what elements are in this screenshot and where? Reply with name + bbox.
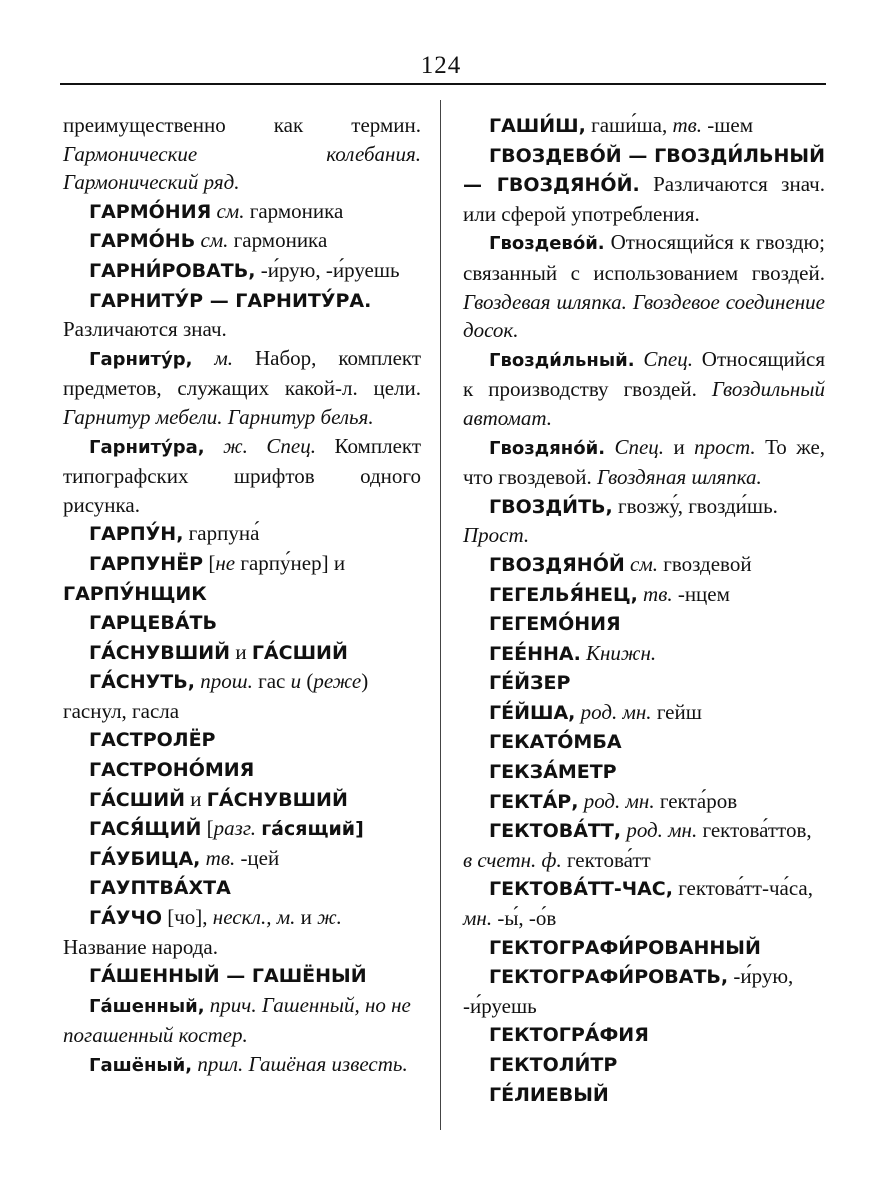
- dictionary-entry: [463, 609, 825, 639]
- word-forms: -шем: [707, 113, 754, 137]
- headword: ГЕЕ́ННА.: [489, 642, 581, 665]
- headword: ГА́СШИЙ: [89, 788, 186, 811]
- dictionary-subentry: [63, 432, 421, 520]
- grammar-mark: ж.: [317, 905, 342, 930]
- dictionary-entry: [463, 874, 825, 932]
- grammar-mark: в счетн. ф.: [463, 847, 562, 872]
- subentry-word: Га́шенный,: [89, 995, 205, 1017]
- dictionary-entry: [63, 755, 421, 785]
- dictionary-entry: [463, 962, 825, 1020]
- dictionary-entry: [463, 111, 825, 141]
- headword: ГВОЗДЕВО́Й — ГВОЗДИ́ЛЬНЫЙ — ГВОЗДЯНО́Й.: [463, 144, 825, 197]
- usage-note: Различаются знач.: [63, 317, 227, 342]
- example-text: прич. Гашенный, но не погашенный костер.: [63, 992, 411, 1048]
- cross-reference: гармоника: [233, 228, 328, 253]
- headword: ГЕКТА́Р,: [489, 790, 579, 813]
- usage-mark: разг.: [213, 816, 256, 841]
- subentry-word: Гвоздево́й.: [489, 233, 605, 255]
- definition-text: То же, что гвоздевой.: [463, 434, 826, 490]
- word-forms: гектова́ттов,: [702, 818, 812, 843]
- right-column: [463, 111, 825, 1109]
- headword: ГАСТРОНО́МИЯ: [89, 759, 255, 782]
- dictionary-subentry: [463, 345, 825, 433]
- usage-note: Различаются знач. или сферой употребления.: [463, 172, 825, 226]
- word-forms: гвозжу́, гвозди́шь.: [617, 493, 778, 518]
- dictionary-entry: [463, 933, 825, 963]
- cross-reference: гвоздевой: [663, 551, 752, 576]
- header-rule: [60, 83, 826, 85]
- headword: ГАСЯ́ЩИЙ: [89, 818, 202, 841]
- word-forms: гектова́тт-ча́са,: [678, 876, 813, 901]
- dictionary-entry: [463, 787, 825, 817]
- usage-mark: Спец.: [643, 346, 693, 371]
- grammar-mark: мн.: [463, 906, 493, 931]
- word-forms: гаши́ша,: [591, 113, 668, 137]
- column-divider: [440, 100, 441, 1130]
- left-column: [63, 111, 421, 1081]
- grammar-mark: род. мн.: [580, 699, 652, 724]
- example-text: Гвоздильный автомат.: [463, 377, 825, 430]
- headword: ГЕКТОГРАФИ́РОВАТЬ,: [489, 966, 729, 989]
- dictionary-entry: [63, 638, 421, 668]
- usage-mark: Книжн.: [586, 640, 657, 665]
- dictionary-entry: [63, 844, 421, 874]
- word-forms: -нцем: [677, 581, 730, 606]
- headword: ГАРНИ́РОВАТЬ,: [89, 259, 256, 282]
- headword: ГАРНИТУ́Р — ГАРНИТУ́РА.: [89, 289, 372, 312]
- pronunciation-note: [чо],: [167, 905, 208, 930]
- cross-reference: гармоника: [249, 198, 344, 223]
- definition-text: Название народа.: [63, 934, 218, 959]
- word-forms: -и́рую, -и́руешь: [463, 964, 794, 1018]
- headword: ГЕКЗА́МЕТР: [489, 761, 617, 784]
- grammar-mark: тв.: [672, 113, 702, 137]
- conjunction: и: [673, 434, 685, 459]
- grammar-mark: ж. Спец.: [223, 433, 316, 458]
- definition-text: Относящийся к производству гвоздей.: [463, 346, 825, 402]
- example-text: прил. Гашёная известь.: [197, 1052, 408, 1076]
- grammar-mark: м.: [214, 345, 234, 370]
- bracket: [: [206, 816, 214, 841]
- usage-mark: прост.: [694, 434, 756, 459]
- dictionary-entry: [463, 141, 825, 229]
- headword: ГА́УЧО: [89, 907, 162, 930]
- headword: ГЕКТОГРАФИ́РОВАННЫЙ: [489, 936, 761, 959]
- word-forms: -и́рую, -и́руешь: [260, 257, 400, 282]
- headword: ГАШИ́Ш,: [489, 115, 586, 137]
- dictionary-entry: [63, 785, 421, 815]
- dictionary-entry: [63, 226, 421, 256]
- example-text: Гарнитур мебели. Гарнитур белья.: [63, 404, 374, 429]
- entry-continuation: [63, 111, 421, 197]
- definition-text: Относящийся к гвоздю; связанный с использованием гвоздей.: [463, 230, 825, 285]
- grammar-mark: тв.: [643, 581, 673, 606]
- example-text: Гвоздевая шляпка. Гвоздевое соединение досок.: [463, 289, 825, 343]
- dictionary-entry: [63, 519, 421, 549]
- definition-text: Набор, комплект предметов, служащих какой-л. цели.: [63, 345, 422, 401]
- headword: ГАРЦЕВА́ТЬ: [89, 612, 217, 635]
- dictionary-entry: [63, 903, 421, 961]
- dictionary-entry: [463, 757, 825, 787]
- subentry-word: Гарниту́ра,: [89, 436, 205, 458]
- subentry-word: Гвоздяно́й.: [489, 437, 606, 459]
- headword: ГА́СНУВШИЙ: [89, 641, 231, 664]
- word-forms: ) гаснул, гасла: [63, 669, 369, 723]
- dictionary-entry: [63, 197, 421, 227]
- dictionary-entry: [63, 725, 421, 755]
- word-forms: -ы́, -о́в: [497, 906, 557, 931]
- pronunciation-note: гарпу́нер] и: [240, 550, 346, 575]
- headword: ГЕКАТО́МБА: [489, 731, 622, 754]
- headword: ГЕКТОЛИ́ТР: [489, 1054, 618, 1076]
- headword: ГЕ́ЙША,: [489, 701, 576, 724]
- headword: ГАРМО́НИЯ: [89, 200, 212, 223]
- dictionary-subentry: [463, 433, 825, 492]
- definition-text: Комплект типографских шрифтов одного рисунка.: [63, 433, 421, 517]
- subentry-word: Гарниту́р,: [89, 348, 193, 370]
- dictionary-entry: [63, 667, 421, 725]
- dictionary-entry: [463, 1050, 825, 1080]
- headword: ГАРПУ́НЩИК: [63, 582, 207, 605]
- pronunciation-note: га́сящий]: [261, 818, 364, 841]
- dictionary-subentry: [63, 1050, 421, 1081]
- headword: ГЕГЕМО́НИЯ: [489, 613, 621, 636]
- word-forms: -цей: [240, 845, 280, 870]
- dictionary-entry: [63, 873, 421, 903]
- word-forms: гарпуна́: [188, 521, 260, 546]
- dictionary-entry: [463, 492, 825, 550]
- headword: ГАРПУ́Н,: [89, 523, 184, 546]
- dictionary-entry: [463, 668, 825, 698]
- headword: ГВОЗДЯНО́Й: [489, 553, 625, 576]
- headword: ГЕ́ЛИЕВЫЙ: [489, 1083, 609, 1106]
- headword: ГА́СНУВШИЙ: [206, 788, 348, 811]
- conjunction: и: [235, 639, 247, 664]
- headword: ГА́ШЕННЫЙ — ГАШЁНЫЙ: [89, 965, 367, 988]
- headword: ГА́СНУТЬ,: [89, 671, 195, 694]
- example-text: Гармонические колебания. Гармонический ряд.: [63, 141, 421, 195]
- headword: ГА́УБИЦА,: [89, 847, 201, 870]
- dictionary-subentry: [63, 344, 421, 432]
- word-forms: гекта́ров: [659, 788, 738, 813]
- grammar-mark: тв.: [205, 845, 236, 870]
- dictionary-entry: [63, 814, 421, 844]
- grammar-mark: род. мн.: [626, 818, 698, 843]
- word-forms: гектова́тт: [566, 847, 651, 872]
- dictionary-entry: [463, 1080, 825, 1110]
- usage-mark: Спец.: [614, 434, 665, 459]
- headword: ГАРМО́НЬ: [89, 230, 196, 253]
- usage-mark: не: [215, 550, 236, 575]
- usage-mark: см.: [200, 228, 229, 253]
- dictionary-entry: [63, 608, 421, 638]
- subentry-word: Гашёный,: [89, 1055, 193, 1076]
- dictionary-entry: [463, 580, 825, 610]
- page-number: 124: [420, 52, 462, 79]
- dictionary-entry: [463, 698, 825, 728]
- dictionary-subentry: [463, 228, 825, 344]
- usage-mark: см.: [216, 198, 245, 223]
- usage-mark: реже: [313, 669, 362, 694]
- dictionary-entry: [463, 1020, 825, 1050]
- dictionary-entry: [463, 816, 825, 874]
- dictionary-entry: [463, 727, 825, 757]
- example-text: Гвоздяная шляпка.: [597, 465, 762, 490]
- headword: ГЕКТОГРА́ФИЯ: [489, 1024, 649, 1047]
- grammar-mark: прош.: [200, 669, 253, 694]
- grammar-mark: нескл., м.: [212, 905, 296, 930]
- dictionary-entry: [463, 550, 825, 580]
- headword: ГЕ́ЙЗЕР: [489, 672, 571, 695]
- headword: ГА́СШИЙ: [251, 641, 348, 664]
- bracket: (: [306, 669, 314, 694]
- headword: ГАУПТВА́ХТА: [89, 877, 231, 900]
- conjunction: и: [290, 669, 302, 694]
- definition-text: преимущественно как термин.: [63, 113, 421, 137]
- conjunction: и: [190, 786, 202, 811]
- subentry-word: Гвозди́льный.: [489, 349, 635, 371]
- bracket: [: [208, 550, 216, 575]
- dictionary-entry: [463, 639, 825, 669]
- headword: ГЕГЕЛЬЯ́НЕЦ,: [489, 583, 638, 606]
- headword: ГЕКТОВА́ТТ-ЧАС,: [489, 878, 673, 901]
- dictionary-subentry: [63, 991, 421, 1050]
- headword: ГАСТРОЛЁР: [89, 729, 216, 752]
- word-forms: гас: [258, 669, 286, 694]
- dictionary-entry: [63, 256, 421, 286]
- headword: ГАРПУНЁР: [89, 552, 204, 575]
- usage-mark: Прост.: [463, 523, 530, 548]
- headword: ГВОЗДИ́ТЬ,: [489, 495, 613, 518]
- headword: ГЕКТОВА́ТТ,: [489, 820, 622, 843]
- dictionary-entry: [63, 286, 421, 344]
- word-forms: гейш: [656, 699, 702, 724]
- dictionary-entry: [63, 961, 421, 991]
- conjunction: и: [300, 905, 312, 930]
- grammar-mark: род. мн.: [583, 788, 655, 813]
- dictionary-entry: [63, 549, 421, 608]
- usage-mark: см.: [630, 551, 658, 576]
